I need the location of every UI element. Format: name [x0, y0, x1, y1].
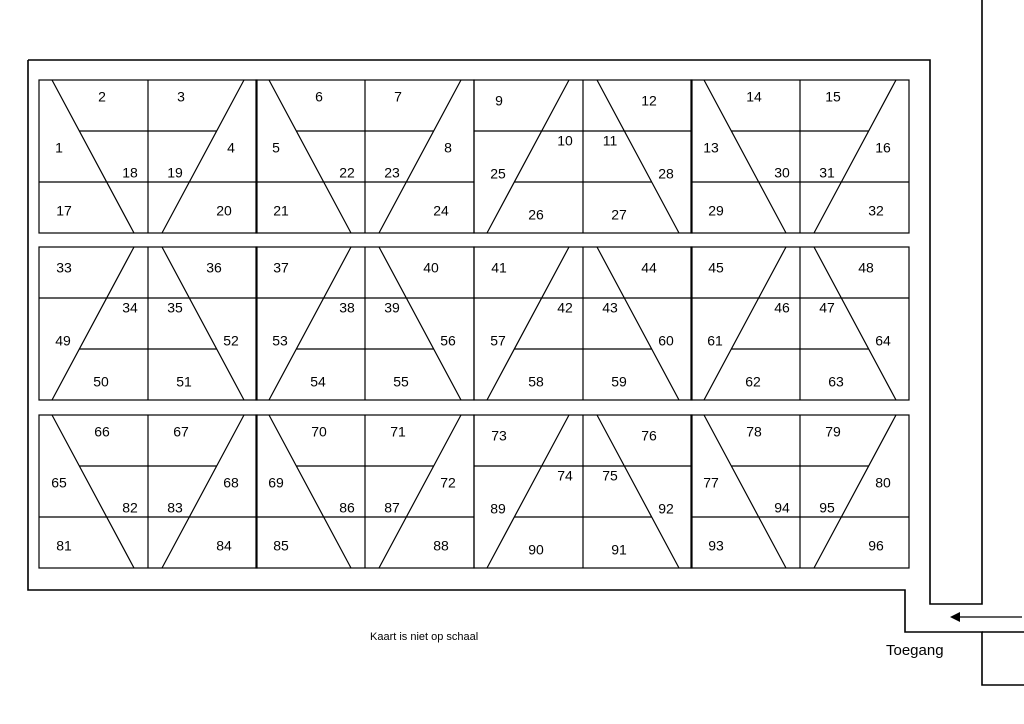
spot-label[interactable]: 82: [122, 499, 138, 516]
spot-label[interactable]: 26: [528, 206, 544, 223]
spot-label[interactable]: 7: [394, 88, 402, 105]
spot-label[interactable]: 6: [315, 88, 323, 105]
spot-label[interactable]: 92: [658, 500, 674, 517]
spot-label[interactable]: 24: [433, 202, 449, 219]
spot-label[interactable]: 9: [495, 92, 503, 109]
spot-label[interactable]: 54: [310, 373, 326, 390]
spot-label[interactable]: 19: [167, 164, 183, 181]
spot-label[interactable]: 88: [433, 537, 449, 554]
spot-label[interactable]: 74: [557, 467, 573, 484]
spot-label[interactable]: 36: [206, 259, 222, 276]
spot-label[interactable]: 52: [223, 332, 239, 349]
spot-label[interactable]: 1: [55, 139, 63, 156]
spot-label[interactable]: 42: [557, 299, 573, 316]
spot-label[interactable]: 57: [490, 332, 506, 349]
spot-label[interactable]: 43: [602, 299, 618, 316]
spot-label[interactable]: 89: [490, 500, 506, 517]
spot-label[interactable]: 33: [56, 259, 72, 276]
spot-label[interactable]: 48: [858, 259, 874, 276]
spot-label[interactable]: 59: [611, 373, 627, 390]
triangle-edge-right: [162, 247, 244, 400]
spot-label[interactable]: 40: [423, 259, 439, 276]
spot-label[interactable]: 65: [51, 474, 67, 491]
spot-label[interactable]: 58: [528, 373, 544, 390]
spot-label[interactable]: 3: [177, 88, 185, 105]
spot-label[interactable]: 66: [94, 423, 110, 440]
spot-label[interactable]: 69: [268, 474, 284, 491]
spot-label[interactable]: 31: [819, 164, 835, 181]
triangle-edge-right: [814, 247, 896, 400]
spot-label[interactable]: 85: [273, 537, 289, 554]
spot-label[interactable]: 71: [390, 423, 406, 440]
spot-label[interactable]: 77: [703, 474, 719, 491]
spot-label[interactable]: 80: [875, 474, 891, 491]
spot-label[interactable]: 95: [819, 499, 835, 516]
spot-label[interactable]: 15: [825, 88, 841, 105]
spot-label[interactable]: 45: [708, 259, 724, 276]
spot-label[interactable]: 29: [708, 202, 724, 219]
spot-label[interactable]: 49: [55, 332, 71, 349]
spot-label[interactable]: 72: [440, 474, 456, 491]
spot-label[interactable]: 46: [774, 299, 790, 316]
spot-label[interactable]: 5: [272, 139, 280, 156]
triangle-edge-right: [379, 247, 461, 400]
spot-label[interactable]: 61: [707, 332, 723, 349]
spot-label[interactable]: 73: [491, 427, 507, 444]
spot-label[interactable]: 70: [311, 423, 327, 440]
spot-label[interactable]: 78: [746, 423, 762, 440]
spot-label[interactable]: 41: [491, 259, 507, 276]
spot-label[interactable]: 13: [703, 139, 719, 156]
triangle-edge-right: [597, 415, 679, 568]
spot-label[interactable]: 30: [774, 164, 790, 181]
spot-label[interactable]: 50: [93, 373, 109, 390]
spot-label[interactable]: 22: [339, 164, 355, 181]
spot-label[interactable]: 17: [56, 202, 72, 219]
spot-label[interactable]: 28: [658, 165, 674, 182]
spot-label[interactable]: 64: [875, 332, 891, 349]
spot-label[interactable]: 87: [384, 499, 400, 516]
spot-label[interactable]: 4: [227, 139, 235, 156]
spot-label[interactable]: 90: [528, 541, 544, 558]
spot-label[interactable]: 51: [176, 373, 192, 390]
spot-label[interactable]: 91: [611, 541, 627, 558]
spot-label[interactable]: 55: [393, 373, 409, 390]
spot-label[interactable]: 25: [490, 165, 506, 182]
spot-label[interactable]: 32: [868, 202, 884, 219]
parking-rows: [39, 80, 909, 568]
spot-label[interactable]: 21: [273, 202, 289, 219]
spot-label[interactable]: 35: [167, 299, 183, 316]
spot-label[interactable]: 18: [122, 164, 138, 181]
spot-label[interactable]: 44: [641, 259, 657, 276]
triangle-edge-right: [597, 80, 679, 233]
spot-label[interactable]: 93: [708, 537, 724, 554]
spot-label[interactable]: 81: [56, 537, 72, 554]
spot-label[interactable]: 96: [868, 537, 884, 554]
spot-label[interactable]: 16: [875, 139, 891, 156]
spot-label[interactable]: 83: [167, 499, 183, 516]
spot-label[interactable]: 62: [745, 373, 761, 390]
spot-label[interactable]: 39: [384, 299, 400, 316]
spot-label[interactable]: 37: [273, 259, 289, 276]
spot-label[interactable]: 94: [774, 499, 790, 516]
spot-label[interactable]: 23: [384, 164, 400, 181]
scale-note: Kaart is niet op schaal: [370, 631, 479, 643]
spot-label[interactable]: 86: [339, 499, 355, 516]
spot-label[interactable]: 60: [658, 332, 674, 349]
spot-label[interactable]: 34: [122, 299, 138, 316]
spot-label[interactable]: 68: [223, 474, 239, 491]
spot-label[interactable]: 2: [98, 88, 106, 105]
spot-label[interactable]: 84: [216, 537, 232, 554]
spot-label[interactable]: 12: [641, 92, 657, 109]
spot-label[interactable]: 76: [641, 427, 657, 444]
spot-label[interactable]: 10: [557, 132, 573, 149]
spot-label[interactable]: 38: [339, 299, 355, 316]
spot-label[interactable]: 47: [819, 299, 835, 316]
spot-label[interactable]: 67: [173, 423, 189, 440]
spot-label[interactable]: 53: [272, 332, 288, 349]
spot-label[interactable]: 27: [611, 206, 627, 223]
spot-label[interactable]: 14: [746, 88, 762, 105]
spot-label[interactable]: 79: [825, 423, 841, 440]
triangle-edge-right: [597, 247, 679, 400]
spot-label[interactable]: 75: [602, 467, 618, 484]
spot-label[interactable]: 63: [828, 373, 844, 390]
spot-label[interactable]: 11: [602, 132, 618, 149]
entrance-arrow: [950, 612, 1022, 622]
spot-label[interactable]: 20: [216, 202, 232, 219]
spot-label[interactable]: 56: [440, 332, 456, 349]
entrance-label: Toegang: [886, 642, 944, 659]
spot-label[interactable]: 8: [444, 139, 452, 156]
